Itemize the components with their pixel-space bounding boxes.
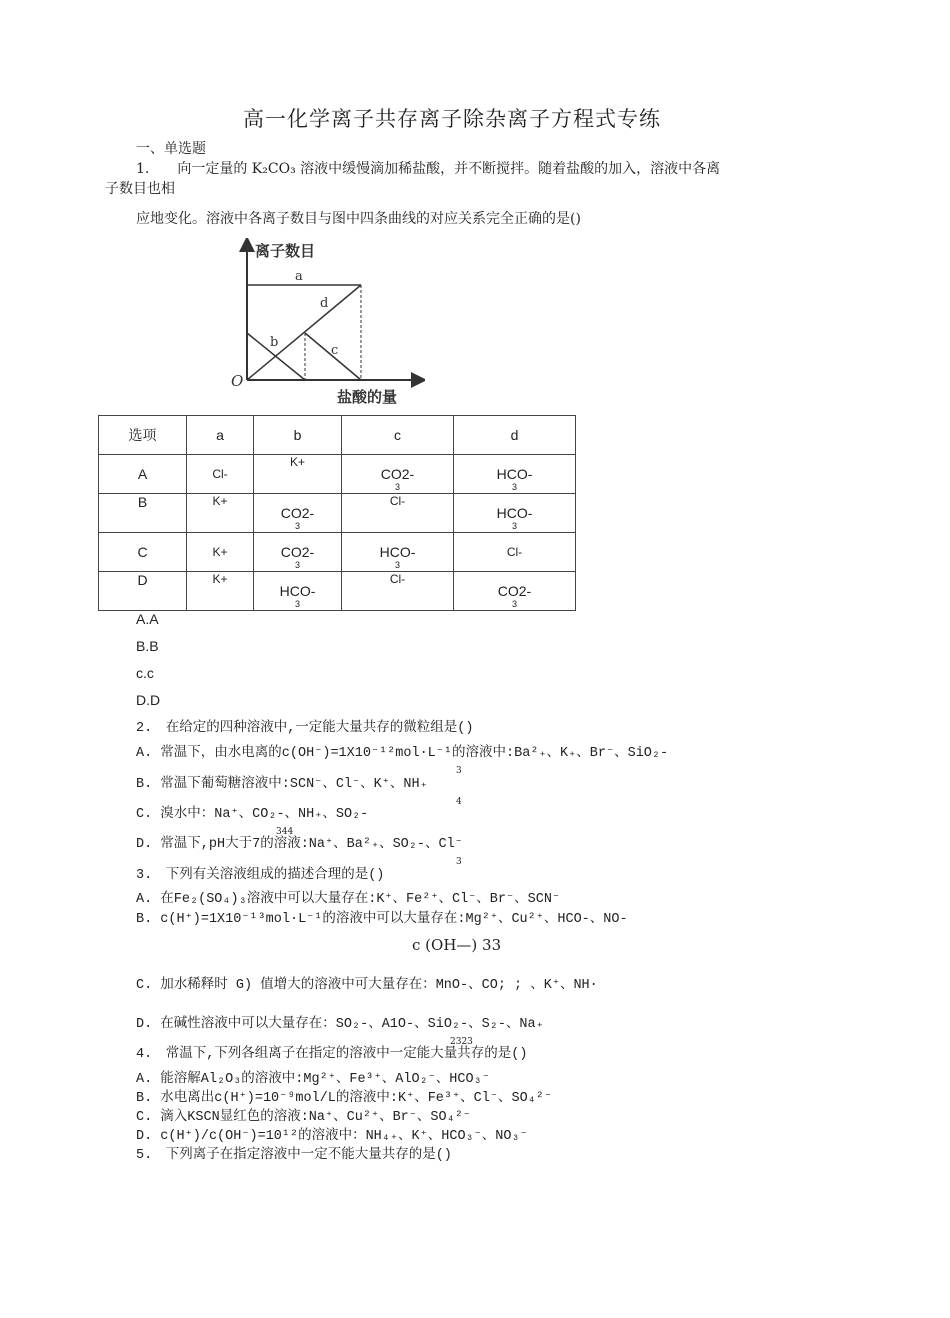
cell-c [342, 494, 454, 533]
q1-answer-a: A.A [136, 611, 159, 627]
cell-b-main: HCO- [279, 583, 316, 599]
q1-answer-c: c.c [136, 665, 154, 681]
q1-answer-d: D.D [136, 692, 161, 708]
cell-c-main: Cl- [389, 572, 406, 586]
q2-option-a: A. 常温下，由水电离的c(OH⁻)=1X10⁻¹²mol·L⁻¹的溶液中:Ba²₊、K₊、Br⁻、SiO₂- [136, 746, 669, 761]
cell-d [454, 455, 576, 494]
section-heading: 一、单选题 [136, 141, 206, 157]
q1-stem-line3: 应地变化。溶液中各离子数目与图中四条曲线的对应关系完全正确的是() [136, 211, 581, 227]
cell-c-main: Cl- [389, 494, 406, 508]
cell-c [342, 455, 454, 494]
header-cell: d [454, 416, 576, 455]
cell-a: K+ [187, 572, 254, 611]
cell-b [254, 572, 342, 611]
label-c: c [331, 343, 339, 358]
label-b: b [270, 335, 279, 350]
cell-b-sub: 3 [294, 560, 300, 570]
cell-c-sub: 3 [394, 560, 400, 570]
q1-stem-line1: 1. 向一定量的 K₂CO₃ 溶液中缓慢滴加稀盐酸，并不断搅拌。随着盐酸的加入，溶液中各离 [136, 161, 721, 177]
option-cell: D [99, 572, 187, 611]
cell-d-sub: 3 [511, 482, 517, 492]
q4-stem: 4. 常温下,下列各组离子在指定的溶液中一定能大量共存的是() [136, 1047, 528, 1062]
chart-origin: O [231, 372, 244, 390]
cell-b-sub: 3 [294, 599, 300, 609]
cell-b [254, 533, 342, 572]
q4-option-c: C. 滴入KSCN显红色的溶液:Na⁺、Cu²⁺、Br⁻、SO₄²⁻ [136, 1110, 471, 1125]
q2-option-c: C. 溴水中：Na⁺、CO₂-、NH₊、SO₂- [136, 807, 369, 822]
header-cell: b [254, 416, 342, 455]
cell-d [454, 494, 576, 533]
cell-b [254, 494, 342, 533]
chart-xlabel: 盐酸的量 [337, 388, 398, 406]
q5-stem: 5. 下列离子在指定溶液中一定不能大量共存的是() [136, 1148, 452, 1163]
options-table [98, 415, 576, 611]
cell-c [342, 533, 454, 572]
cell-b-main: K+ [289, 455, 305, 469]
cell-b-sub: 3 [294, 521, 300, 531]
cell-b [254, 455, 342, 494]
page-title: 高一化学离子共存离子除杂离子方程式专练 [243, 107, 661, 131]
cell-d-main: HCO- [496, 505, 533, 521]
cell-d-sub: 3 [511, 521, 517, 531]
label-d: d [320, 296, 329, 311]
q4-option-d: D. c(H⁺)/c(OH⁻)=10¹²的溶液中：NH₄₊、K⁺、HCO₃⁻、NO₃⁻ [136, 1129, 528, 1144]
option-cell: A [99, 455, 187, 494]
cell-b-main: CO2- [280, 505, 315, 521]
q2-stem: 2. 在给定的四种溶液中,一定能大量共存的微粒组是() [136, 721, 474, 736]
cell-c [342, 572, 454, 611]
q1-answer-b: B.B [136, 638, 159, 654]
q2-option-c-sub: 344 [276, 827, 294, 837]
q2-option-a-sub: 3 [456, 766, 462, 776]
chart-ylabel: 离子数目 [255, 242, 316, 260]
header-cell: a [187, 416, 254, 455]
cell-d-main: HCO- [496, 466, 533, 482]
header-cell: c [342, 416, 454, 455]
table-row [99, 494, 576, 533]
q3-option-b: B. c(H⁺)=1X10⁻¹³mol·L⁻¹的溶液中可以大量存在:Mg²⁺、Cu²⁺、HCO-、NO- [136, 912, 628, 927]
q2-option-b-sub: 4 [456, 797, 462, 807]
q3-option-d: D. 在碱性溶液中可以大量存在：SO₂-、A1O-、SiO₂-、S₂-、Na₊ [136, 1017, 544, 1032]
q4-option-b: B. 水电离出c(H⁺)=10⁻⁹mol/L的溶液中:K⁺、Fe³⁺、Cl⁻、SO₄²⁻ [136, 1091, 553, 1106]
q2-option-d: D. 常温下,pH大于7的溶液:Na⁺、Ba²₊、SO₂-、Cl⁻ [136, 837, 463, 852]
cell-d [454, 572, 576, 611]
cell-c-sub: 3 [394, 482, 400, 492]
option-cell: B [99, 494, 187, 533]
cell-c-main: CO2- [380, 466, 415, 482]
q3-option-c: C. 加水稀释时 G) 值增大的溶液中可大量存在：MnO-、CO; ; 、K⁺、NH· [136, 978, 598, 993]
q3-option-a: A. 在Fe₂(SO₄)₃溶液中可以大量存在:K⁺、Fe²⁺、Cl⁻、Br⁻、SCN⁻ [136, 892, 561, 907]
q2-option-d-sub: 3 [456, 857, 462, 867]
cell-b-main: CO2- [280, 544, 315, 560]
q3-option-c-fraction: c (OH—) 33 [412, 936, 502, 954]
header-cell: 选项 [99, 416, 187, 455]
option-cell: C [99, 533, 187, 572]
table-row [99, 572, 576, 611]
q2-option-b: B. 常温下葡萄糖溶液中:SCN⁻、Cl⁻、K⁺、NH₊ [136, 777, 428, 792]
cell-d-main: Cl- [506, 545, 523, 559]
q3-option-d-sub: 2323 [450, 1037, 473, 1047]
q3-stem: 3. 下列有关溶液组成的描述合理的是() [136, 868, 385, 883]
label-a: a [295, 269, 303, 284]
cell-d-main: CO2- [497, 583, 532, 599]
cell-a: Cl- [187, 455, 254, 494]
cell-c-main: HCO- [379, 544, 416, 560]
cell-a: K+ [187, 533, 254, 572]
q4-option-a: A. 能溶解Al₂O₃的溶液中:Mg²⁺、Fe³⁺、AlO₂⁻、HCO₃⁻ [136, 1072, 490, 1087]
ion-count-chart [225, 238, 425, 406]
cell-d-sub: 3 [511, 599, 517, 609]
q1-stem-line2: 子数目也相 [105, 181, 175, 197]
table-header-row [99, 416, 576, 455]
cell-a: K+ [187, 494, 254, 533]
table-row [99, 533, 576, 572]
table-row [99, 455, 576, 494]
cell-d [454, 533, 576, 572]
